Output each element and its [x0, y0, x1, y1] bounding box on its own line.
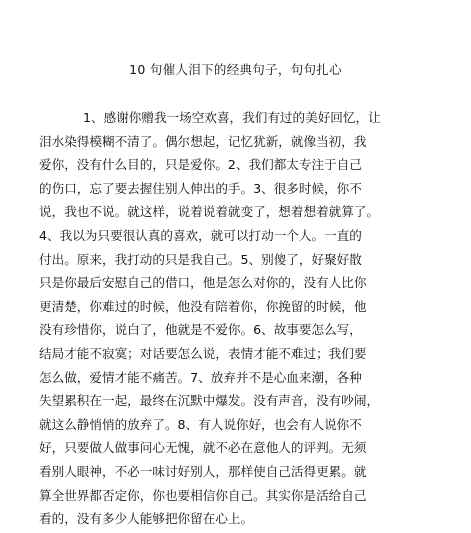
- body-line: 的伤口，忘了要去握住别人伸出的手。3、很多时候，你不: [39, 180, 362, 196]
- body-line: 算全世界都否定你，你也要相信你自己。其实你是活给自己: [39, 487, 367, 503]
- body-line: 泪水染得模糊不清了。偶尔想起，记忆犹新，就像当初，我: [39, 133, 367, 149]
- body-line: 只是你最后安慰自己的借口，他是怎么对你的，没有人比你: [39, 275, 367, 291]
- document-body: [39, 106, 439, 527]
- body-line: 4、我以为只要很认真的喜欢，就可以打动一个人。一直的: [39, 227, 362, 243]
- body-line: 没有珍惜你，说白了，他就是不爱你。6、故事要怎么写，: [39, 322, 362, 338]
- body-line: 结局才能不寂寞；对话要怎么说，表情才能不难过；我们要: [39, 345, 367, 361]
- body-line: 就这么静悄悄的放弃了。8、有人说你好，也会有人说你不: [39, 416, 362, 432]
- body-line: 好，只要做人做事问心无愧，就不必在意他人的评判。无须: [39, 440, 367, 456]
- body-line: 更清楚，你难过的时候，他没有陪着你，你挽留的时候，他: [39, 298, 367, 314]
- body-line: 付出。原来，我打动的只是我自己。5、别傻了，好聚好散: [39, 251, 362, 267]
- body-line-cut-off: 看的，没有多少人能够把你留在心上。: [39, 511, 254, 527]
- body-line: 失望累积在一起，最终在沉默中爆发。没有声音，没有吵闹，: [39, 393, 380, 409]
- body-line: 怎么做，爱情才能不痛苦。7、放弃并不是心血来潮，各种: [39, 369, 362, 385]
- body-line: 爱你，没有什么目的，只是爱你。2、我们都太专注于自己: [39, 157, 362, 173]
- body-line: 说，我也不说。就这样，说着说着就变了，想着想着就算了。: [39, 204, 380, 220]
- body-line: 看别人眼神，不必一味讨好别人，那样使自己活得更累。就: [39, 463, 367, 479]
- document-title: 10 句催人泪下的经典句子，句句扎心: [129, 62, 342, 77]
- body-line: 1、感谢你赠我一场空欢喜，我们有过的美好回忆，让: [83, 110, 381, 125]
